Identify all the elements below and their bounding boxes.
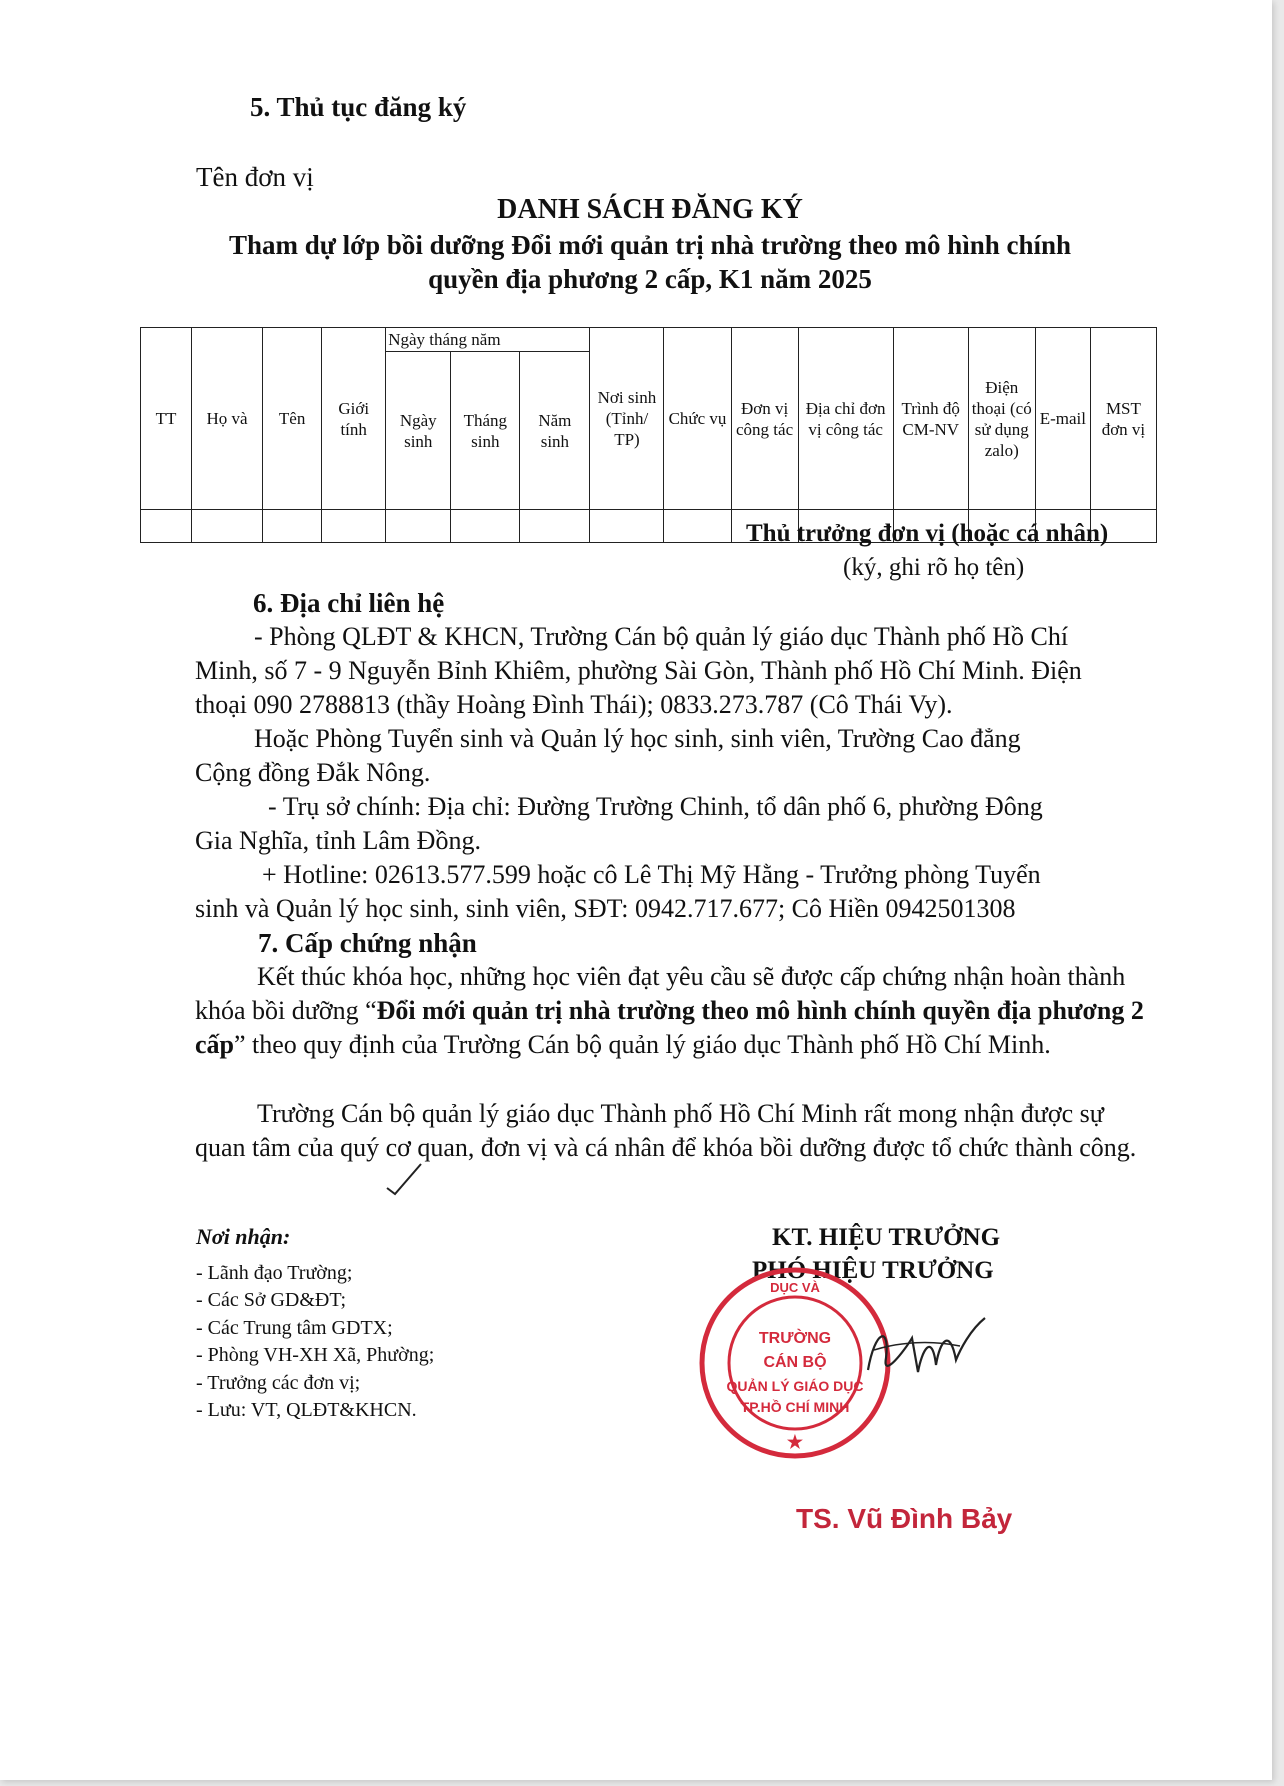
col-trinh-do: Trình độ CM-NV [893, 328, 968, 510]
svg-text:TP.HỒ CHÍ MINH: TP.HỒ CHÍ MINH [740, 1399, 850, 1415]
list-subtitle-line-1: Tham dự lớp bồi dưỡng Đổi mới quản trị nhà trường theo mô hình chính [228, 230, 1072, 260]
unit-name-label: Tên đơn vị [196, 162, 314, 192]
contact-line: Gia Nghĩa, tỉnh Lâm Đồng. [195, 826, 481, 855]
list-subtitle-line-2: quyền địa phương 2 cấp, K1 năm 2025 [428, 264, 872, 294]
registration-table [140, 327, 1157, 543]
signer-label: Thủ trưởng đơn vị (hoặc cá nhân) [746, 520, 1109, 547]
recipient-item: - Phòng VH-XH Xã, Phường; [196, 1344, 435, 1366]
col-ten: Tên [263, 328, 322, 510]
recipient-item: - Trưởng các đơn vị; [196, 1372, 361, 1394]
recipient-item: - Các Trung tâm GDTX; [196, 1317, 393, 1339]
col-group-ngay-thang-nam: Ngày tháng năm [386, 328, 590, 352]
section-6-heading: 6. Địa chỉ liên hệ [253, 588, 445, 618]
signer-name: TS. Vũ Đình Bảy [796, 1503, 1013, 1534]
signature-title-2: PHÓ HIỆU TRƯỞNG [752, 1257, 994, 1284]
contact-line: Cộng đồng Đắk Nông. [195, 758, 431, 787]
signature-title-1: KT. HIỆU TRƯỞNG [772, 1224, 1001, 1251]
contact-line: + Hotline: 02613.577.599 hoặc cô Lê Thị Mỹ Hằng - Trưởng phòng Tuyển [262, 860, 1041, 889]
col-dien-thoai: Điện thoại (có sử dụng zalo) [968, 328, 1035, 510]
contact-line: - Phòng QLĐT & KHCN, Trường Cán bộ quản lý giáo dục Thành phố Hồ Chí [254, 622, 1069, 651]
col-gioi-tinh: Giới tính [322, 328, 386, 510]
certificate-paragraph: Kết thúc khóa học, những học viên đạt yêu cầu sẽ được cấp chứng nhận hoàn thành khóa bồi dưỡng “Đổi mới quản trị nhà trường theo mô hình chính quyền địa phương 2 cấp” theo quy định của Trường Cán bộ quản lý giáo dục Thành phố Hồ Chí Minh. [195, 962, 1144, 1059]
closing-paragraph: Trường Cán bộ quản lý giáo dục Thành phố Hồ Chí Minh rất mong nhận được sự quan tâm của quý cơ quan, đơn vị và cá nhân để khóa bồi dưỡng được tổ chức thành công. [195, 1099, 1137, 1162]
col-ngay-sinh: Ngày sinh [386, 352, 451, 510]
list-title: DANH SÁCH ĐĂNG KÝ [497, 194, 803, 225]
col-ho-va: Họ và [192, 328, 263, 510]
col-mst-don-vi: MST đơn vị [1090, 328, 1156, 510]
contact-line: - Trụ sở chính: Địa chỉ: Đường Trường Chinh, tổ dân phố 6, phường Đông [268, 792, 1043, 821]
checkmark-mark [385, 1160, 425, 1200]
col-noi-sinh: Nơi sinh (Tỉnh/ TP) [590, 328, 664, 510]
col-don-vi-cong-tac: Đơn vị công tác [731, 328, 798, 510]
svg-text:QUẢN LÝ GIÁO DỤC: QUẢN LÝ GIÁO DỤC [726, 1378, 864, 1394]
col-chuc-vu: Chức vụ [664, 328, 731, 510]
recipients-heading: Nơi nhận: [196, 1224, 291, 1249]
svg-text:TRƯỜNG: TRƯỜNG [758, 1330, 832, 1347]
section-5-heading: 5. Thủ tục đăng ký [250, 92, 467, 122]
recipient-item: - Lãnh đạo Trường; [196, 1262, 353, 1284]
recipient-item: - Các Sở GD&ĐT; [196, 1289, 347, 1311]
col-tt: TT [141, 328, 192, 510]
col-email: E-mail [1035, 328, 1090, 510]
col-nam-sinh: Năm sinh [520, 352, 590, 510]
col-thang-sinh: Tháng sinh [451, 352, 520, 510]
svg-text:DỤC VÀ: DỤC VÀ [770, 1280, 820, 1295]
contact-line: Minh, số 7 - 9 Nguyễn Bỉnh Khiêm, phường Sài Gòn, Thành phố Hồ Chí Minh. Điện [195, 656, 1082, 685]
svg-text:★: ★ [786, 1432, 804, 1452]
contact-line: thoại 090 2788813 (thầy Hoàng Đình Thái); 0833.273.787 (Cô Thái Vy). [195, 690, 953, 719]
section-7-heading: 7. Cấp chứng nhận [258, 928, 477, 958]
contact-line: sinh và Quản lý học sinh, sinh viên, SĐT: 0942.717.677; Cô Hiền 0942501308 [195, 894, 1016, 923]
col-dia-chi-don-vi: Địa chỉ đơn vị công tác [798, 328, 893, 510]
handwritten-signature [860, 1310, 990, 1395]
signer-note: (ký, ghi rõ họ tên) [843, 554, 1025, 581]
contact-line: Hoặc Phòng Tuyển sinh và Quản lý học sinh, sinh viên, Trường Cao đẳng [254, 724, 1021, 753]
recipient-item: - Lưu: VT, QLĐT&KHCN. [196, 1399, 417, 1421]
svg-text:CÁN BỘ: CÁN BỘ [763, 1354, 827, 1371]
